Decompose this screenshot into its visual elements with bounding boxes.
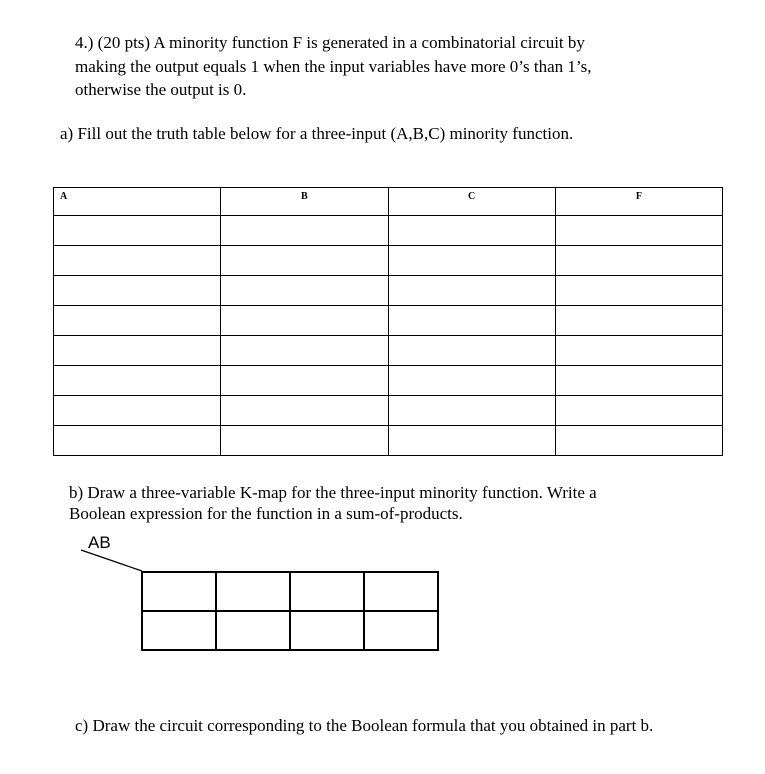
- kmap-ab-label: AB: [88, 533, 111, 552]
- truth-table-cell-b[interactable]: [221, 276, 388, 306]
- header-a: [54, 188, 221, 216]
- problem-line-3: otherwise the output is 0.: [75, 80, 247, 99]
- truth-table-cell-a[interactable]: [54, 336, 221, 366]
- kmap-diagonal-line: [80, 549, 144, 573]
- part-c-instruction: c) Draw the circuit corresponding to the Boolean formula that you obtained in part b.: [75, 716, 654, 735]
- kmap-cell[interactable]: [142, 611, 216, 650]
- kmap-cell[interactable]: [290, 611, 364, 650]
- kmap-cell[interactable]: [216, 572, 290, 611]
- truth-table: [53, 187, 723, 456]
- part-b-instruction: [69, 482, 709, 524]
- truth-table-cell-b[interactable]: [221, 216, 388, 246]
- kmap-grid-body: [142, 572, 438, 650]
- header-b: [221, 188, 388, 216]
- truth-table-cell-b[interactable]: [221, 396, 388, 426]
- truth-table-row: [54, 336, 723, 366]
- part-b-line-2: Boolean expression for the function in a sum-of-products.: [69, 504, 463, 523]
- truth-table-cell-a[interactable]: [54, 366, 221, 396]
- truth-table-cell-f[interactable]: [555, 366, 722, 396]
- problem-line-1: 4.) (20 pts) A minority function F is generated in a combinatorial circuit by: [75, 33, 585, 52]
- truth-table-row: [54, 216, 723, 246]
- truth-table-cell-f[interactable]: [555, 426, 722, 456]
- truth-table-cell-b[interactable]: [221, 426, 388, 456]
- truth-table-cell-c[interactable]: [388, 396, 555, 426]
- truth-table-cell-a[interactable]: [54, 396, 221, 426]
- header-f-label: F: [635, 191, 642, 202]
- header-c-label: C: [468, 191, 476, 202]
- truth-table-cell-a[interactable]: [54, 276, 221, 306]
- truth-table-cell-b[interactable]: [221, 336, 388, 366]
- kmap-cell[interactable]: [216, 611, 290, 650]
- header-a-label: A: [60, 191, 68, 202]
- truth-table-row: [54, 246, 723, 276]
- truth-table-cell-c[interactable]: [388, 336, 555, 366]
- header-c: [388, 188, 555, 216]
- truth-table-cell-c[interactable]: [388, 216, 555, 246]
- truth-table-cell-a[interactable]: [54, 306, 221, 336]
- header-f: [555, 188, 722, 216]
- kmap-grid: [141, 571, 439, 651]
- truth-table-cell-c[interactable]: [388, 306, 555, 336]
- truth-table-cell-a[interactable]: [54, 216, 221, 246]
- kmap-row: [142, 611, 438, 650]
- truth-table-cell-f[interactable]: [555, 396, 722, 426]
- kmap-cell[interactable]: [142, 572, 216, 611]
- truth-table-row: [54, 366, 723, 396]
- kmap-cell[interactable]: [364, 611, 438, 650]
- header-b-label: B: [301, 191, 308, 202]
- truth-table-body: [54, 216, 723, 456]
- truth-table-cell-b[interactable]: [221, 306, 388, 336]
- truth-table-cell-c[interactable]: [388, 366, 555, 396]
- truth-table-row: [54, 276, 723, 306]
- truth-table-row: [54, 306, 723, 336]
- truth-table-cell-a[interactable]: [54, 426, 221, 456]
- part-a-instruction: a) Fill out the truth table below for a three-input (A,B,C) minority function.: [60, 124, 574, 143]
- truth-table-row: [54, 396, 723, 426]
- truth-table-cell-f[interactable]: [555, 216, 722, 246]
- kmap-cell[interactable]: [364, 572, 438, 611]
- kmap-row: [142, 572, 438, 611]
- part-b-line-1: b) Draw a three-variable K-map for the three-input minority function. Write a: [69, 483, 597, 502]
- problem-statement: [75, 31, 715, 102]
- truth-table-header-row: [54, 188, 723, 216]
- truth-table-cell-f[interactable]: [555, 246, 722, 276]
- truth-table-cell-f[interactable]: [555, 306, 722, 336]
- truth-table-cell-c[interactable]: [388, 246, 555, 276]
- truth-table-cell-a[interactable]: [54, 246, 221, 276]
- truth-table-cell-b[interactable]: [221, 246, 388, 276]
- truth-table-cell-c[interactable]: [388, 276, 555, 306]
- problem-line-2: making the output equals 1 when the input variables have more 0’s than 1’s,: [75, 56, 592, 76]
- kmap-cell[interactable]: [290, 572, 364, 611]
- truth-table-cell-b[interactable]: [221, 366, 388, 396]
- truth-table-row: [54, 426, 723, 456]
- truth-table-cell-c[interactable]: [388, 426, 555, 456]
- truth-table-cell-f[interactable]: [555, 336, 722, 366]
- truth-table-cell-f[interactable]: [555, 276, 722, 306]
